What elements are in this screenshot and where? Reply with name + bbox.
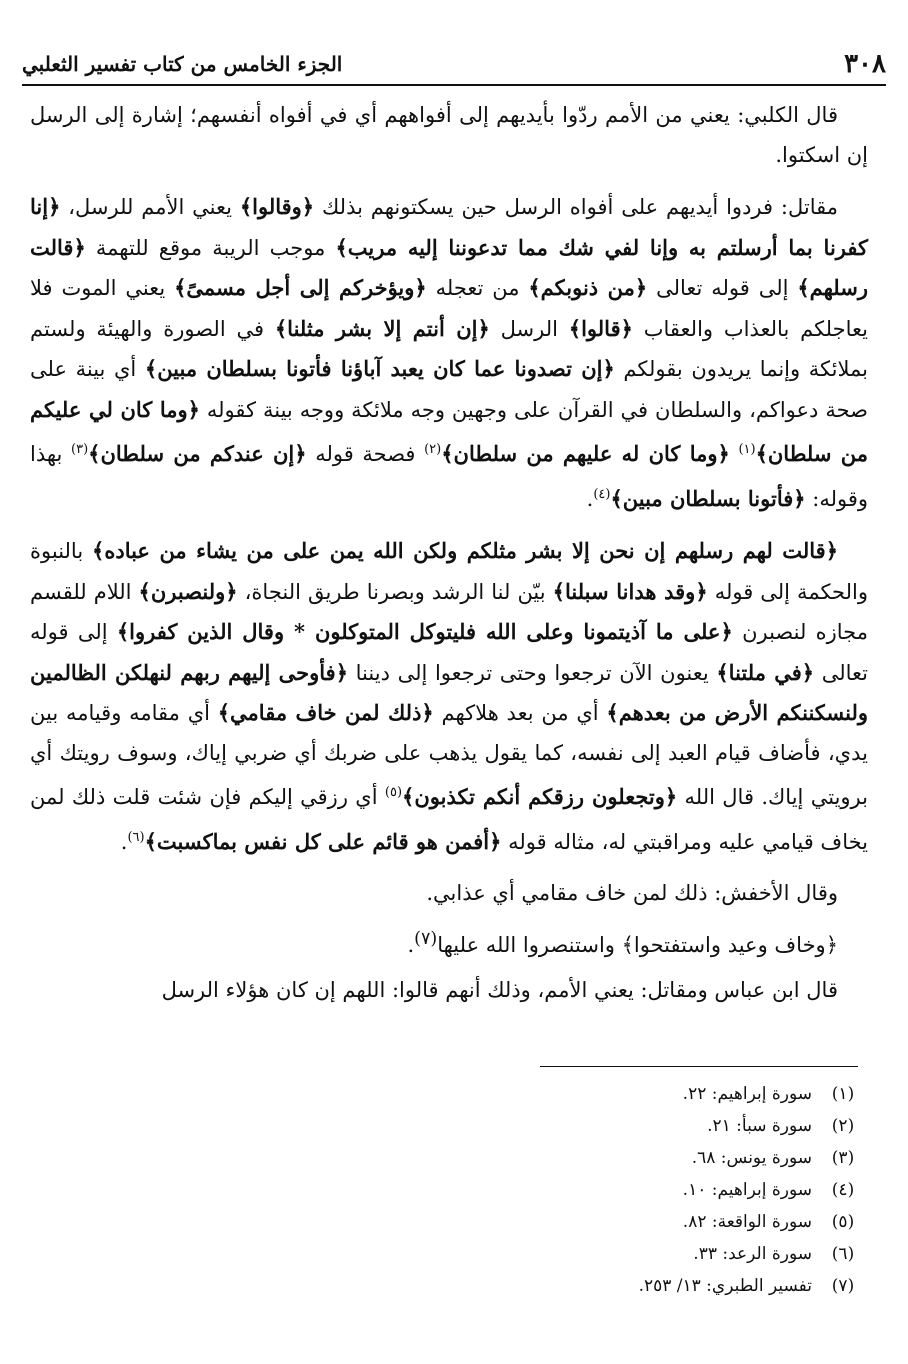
footnote-number: (٣) [831,1148,855,1168]
text-run: الرسل [489,316,569,341]
footnote-text: سورة إبراهيم: ٢٢. [682,1084,812,1104]
text-run: إلى قوله تعالى [30,620,868,685]
quran-quote: ﴿في ملتنا﴾ [716,659,815,685]
text-run: . [586,486,594,511]
paragraph [30,971,868,1011]
quran-quote: ﴿قالت رسلهم﴾ [30,234,868,300]
header-title: الجزء الخامس من كتاب تفسير الثعلبي [22,52,343,76]
text-run: وقال الأخفش: ذلك لمن خاف مقامي أي عذابي. [426,881,838,905]
text-run: يعني الأمم للرسل، [60,195,240,219]
text-run: أي مقامه وقيامه بين يدي، فأضاف قيام العبد إلى نفسه، كما يقول يذهب على ضربك أي ضربي إياك، وسوف رويتك أي برويتي إياك. قال الله [30,701,868,809]
quran-quote: ﴿على ما آذيتمونا وعلى الله فليتوكل المتوكلون * وقال الذين كفروا﴾ [116,619,733,644]
text-run: قال الكلبي: يعني من الأمم ردّوا بأيديهم إلى أفواههم أي في أفواه أنفسهم؛ إشارة إلى الرسل إن اسكتوا. [30,103,868,167]
quran-quote: ﴿إن أنتم إلا بشر مثلنا﴾ [274,315,490,341]
text-run: يعني الموت فلا يعاجلكم بالعذاب والعقاب [30,276,868,341]
text-run: . [407,932,415,957]
footnote-marker: (٢) [424,442,442,457]
quran-quote: ﴿وما كان له عليهم من سلطان﴾ [441,441,730,466]
quran-quote: ﴿إنا كفرنا بما أرسلتم به وإنا لفي شك مما تدعوننا إليه مريب﴾ [30,194,868,260]
footnote-item [480,1110,860,1142]
footnote-text: سورة سبأ: ٢١. [707,1116,812,1136]
text-run: اللام للقسم مجازه لنصبرن [30,579,868,644]
paragraph [30,187,868,519]
text-run: أي رزقي إليكم فإن شئت قلت ذلك لمن يخاف قيامي عليه ومراقبتي له، مثاله قوله [30,785,868,854]
quran-quote: ﴿ذلك لمن خاف مقامي﴾ [217,700,434,725]
text-run: من تعجله [426,276,529,300]
footnote-item [480,1270,860,1302]
footnote-item [480,1078,860,1110]
footnote-text: سورة يونس: ٦٨. [691,1148,812,1168]
footnote-marker: (٣) [71,442,89,457]
quran-quote: ﴿إن تصدونا عما كان يعبد آباؤنا فأتونا بسلطان مبين﴾ [144,356,615,381]
quran-quote: ﴿إن عندكم من سلطان﴾ [88,441,307,466]
quran-quote: ﴿أفمن هو قائم على كل نفس بماكسبت﴾ [144,828,502,854]
text-run: بيّن لنا الرشد وبصرنا طريق النجاة، [237,579,553,604]
closing-lines [30,874,868,1011]
quran-quote: ﴿فأتونا بسلطان مبين﴾ [610,485,806,511]
text-run: في الصورة والهيئة ولستم بملائكة وإنما يريدون بقولكم [30,316,868,381]
quran-quote: ﴿ولنصبرن﴾ [138,578,238,604]
text-run: بهذا وقوله: [30,442,868,511]
quran-quote: ﴿فأوحى إليهم ربهم لنهلكن الظالمين ولنسكننكم الأرض من بعدهم﴾ [30,659,869,725]
footnote-number: (٥) [831,1212,855,1232]
footnote-divider [540,1066,858,1067]
footnotes [480,1078,860,1302]
text-run: إلى قوله تعالى [647,276,798,300]
quran-quote: ﴿وقالوا﴾ [239,194,315,219]
quran-quote: ﴿قالت لهم رسلهم إن نحن إلا بشر مثلكم ولكن الله يمن على من يشاء من عباده﴾ [92,538,839,563]
footnote-marker: (٧) [414,928,438,949]
text-run: فصحة قوله [306,442,425,466]
text-run: أي بينة على صحة دعواكم، والسلطان في القرآن على وجهين وجه ملائكة ووجه بينة كقوله [30,357,869,422]
footnote-number: (١) [831,1084,855,1104]
text-run: قال ابن عباس ومقاتل: يعني الأمم، وذلك أنهم قالوا: اللهم إن كان هؤلاء الرسل [161,978,838,1002]
text-run: واستنصروا الله عليها [437,932,622,957]
footnote-number: (٦) [831,1244,855,1264]
quran-quote: ﴿من ذنوبكم﴾ [528,275,648,300]
text-run: موجب الريبة موقع للتهمة [85,235,336,260]
footnote-marker: (١) [738,442,756,457]
quran-quote: ﴿وما كان لي عليكم من سلطان﴾ [30,396,868,466]
quran-quote: ﴿وقد هدانا سبلنا﴾ [552,578,708,604]
footnote-item [480,1206,860,1238]
footnote-number: (٤) [831,1180,855,1200]
running-header [22,44,886,86]
text-run: . [120,829,128,854]
footnote-item [480,1174,860,1206]
quran-quote: ﴿ويؤخركم إلى أجل مسمىً﴾ [174,275,427,300]
footnote-number: (٢) [831,1116,855,1136]
paragraph [30,531,868,862]
footnote-item [480,1238,860,1270]
paragraph [30,96,868,175]
quran-quote: ﴿قالوا﴾ [568,315,633,341]
text-run: أي من بعد هلاكهم [433,701,607,725]
footnote-item [480,1142,860,1174]
main-text [30,96,868,1017]
page-number: ٣٠٨ [844,49,886,79]
footnote-text: سورة الرعد: ٣٣. [693,1244,812,1264]
text-run: يعنون الآن ترجعوا وحتى ترجعوا إلى ديننا [348,660,717,685]
footnote-number: (٧) [831,1276,855,1296]
text-run: بالنبوة والحكمة إلى قوله [30,539,868,604]
paragraph [30,874,868,914]
paragraph-list [30,96,868,862]
quran-quote: ﴿وتجعلون رزقكم أنكم تكذبون﴾ [402,784,678,809]
footnote-marker: (٥) [384,785,403,800]
paragraph [30,920,868,966]
footnote-marker: (٦) [127,829,145,845]
text-run: مقاتل: فردوا أيديهم على أفواه الرسل حين يسكتونهم بذلك [314,195,838,219]
footnote-text: سورة الواقعة: ٨٢. [682,1212,812,1232]
quran-quote: ﴿وخاف وعيد واستفتحوا﴾ [621,932,838,957]
footnote-text: سورة إبراهيم: ١٠. [682,1180,812,1200]
footnote-text: تفسير الطبري: ١٣/ ٢٥٣. [638,1276,812,1296]
footnote-marker: (٤) [593,486,611,502]
